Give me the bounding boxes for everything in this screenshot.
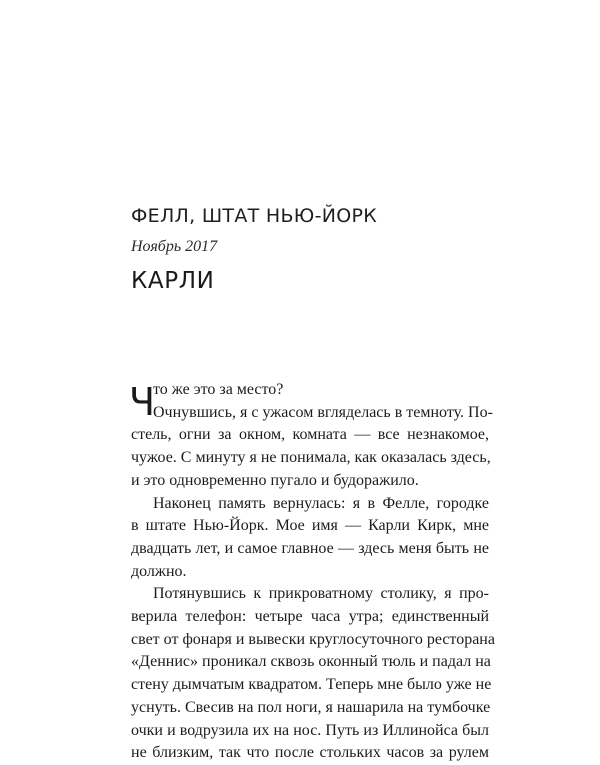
- text-line: Потянувшись к прикроватному столику, я про-: [153, 585, 489, 603]
- text-line: Очнувшись, я с ужасом вгляделась в темноту. По-: [153, 403, 493, 421]
- text-line: верила телефон: четыре часа утра; единственный: [131, 608, 489, 626]
- text-line: то же это за место?: [153, 381, 284, 398]
- paragraph: [129, 379, 493, 493]
- text-line: в штате Нью-Йорк. Мое имя — Карли Кирк, мне: [131, 517, 489, 535]
- text-line: и это одновременно пугало и будоражило.: [131, 471, 419, 489]
- body-text: [129, 379, 495, 765]
- text-line: двадцать лет, и самое главное — здесь меня быть не: [131, 539, 489, 557]
- chapter-location-heading: ФЕЛЛ, ШТАТ НЬЮ-ЙОРК: [131, 205, 378, 227]
- drop-cap: Ч: [129, 380, 156, 424]
- text-line: «Деннис» проникал сквозь оконный тюль и падал на: [131, 653, 491, 671]
- text-line: должно.: [131, 562, 187, 580]
- text-line: свет от фонаря и вывески круглосуточного ресторана: [131, 630, 495, 648]
- text-line: стену дымчатым квадратом. Теперь мне было уже не: [131, 676, 492, 694]
- text-line: стель, огни за окном, комната — все незнакомое,: [131, 426, 489, 444]
- text-line: чужое. С минуту я не понимала, как оказалась здесь,: [131, 449, 491, 467]
- text-line: уснуть. Свесив на пол ноги, я нашарила на тумбочке: [131, 698, 491, 716]
- text-line: очки и водрузила их на нос. Путь из Иллинойса был: [131, 721, 489, 739]
- paragraph: [131, 583, 495, 765]
- paragraph: [131, 493, 489, 584]
- text-line: не близким, так что после стольких часов за рулем: [131, 744, 489, 762]
- chapter-date: Ноябрь 2017: [131, 238, 218, 255]
- chapter-character-heading: КАРЛИ: [131, 268, 215, 294]
- text-line: Наконец память вернулась: я в Фелле, городке: [153, 494, 489, 512]
